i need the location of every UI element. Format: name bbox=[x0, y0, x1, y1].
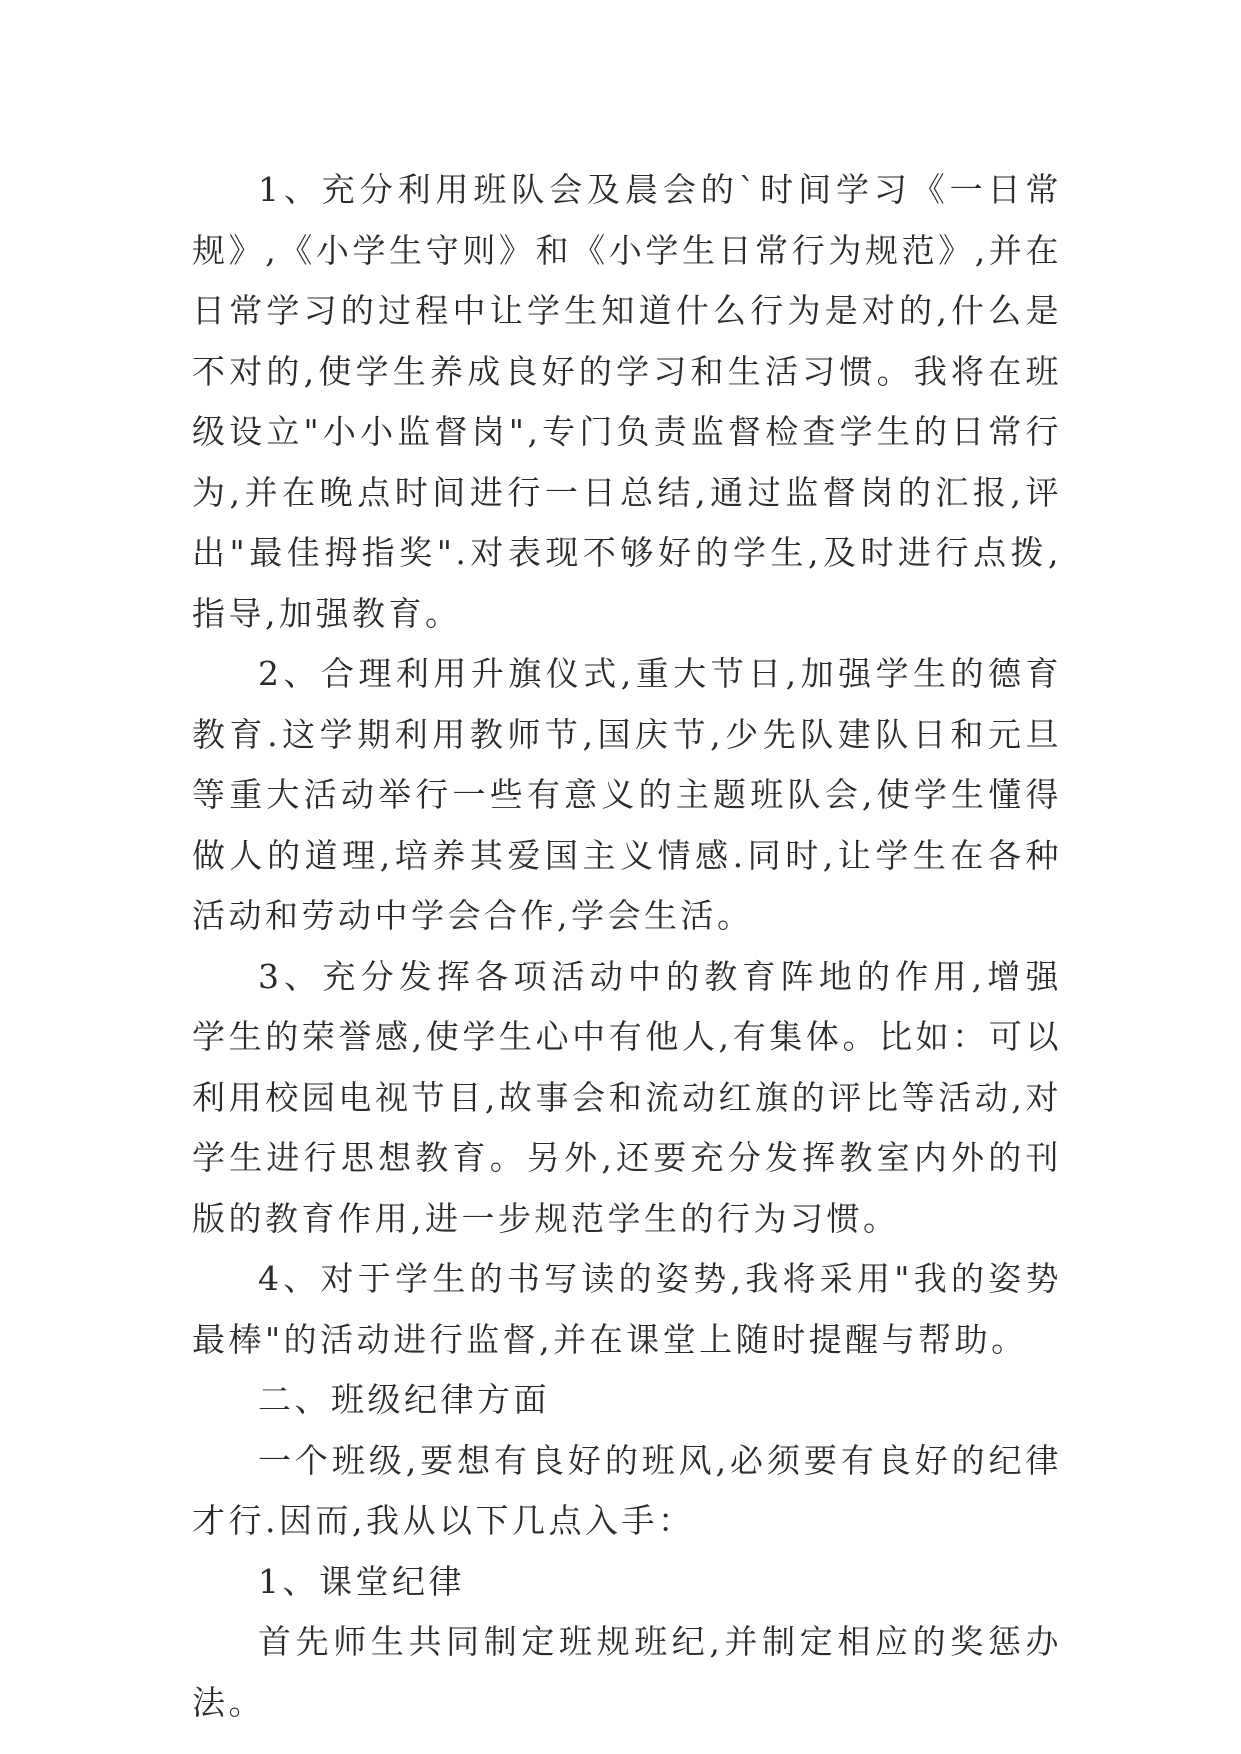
paragraph-routine-learning: 1、充分利用班队会及晨会的`时间学习《一日常规》,《小学生守则》和《小学生日常行为规范》,并在日常学习的过程中让学生知道什么行为是对的,什么是不对的,使学生养成良好的学习和生活习惯。我将在班级设立"小小监督岗",专门负责监督检查学生的日常行为,并在晚点时间进行一日总结,通过监督岗的汇报,评出"最佳拇指奖".对表现不够好的学生,及时进行点拨,指导,加强教育。 bbox=[192, 170, 1062, 633]
paragraph-discipline-intro: 一个班级,要想有良好的班风,必须要有良好的纪律才行.因而,我从以下几点入手： bbox=[192, 1440, 1062, 1540]
subheading-classroom-discipline: 1、课堂纪律 bbox=[258, 1561, 465, 1601]
section-heading-discipline: 二、班级纪律方面 bbox=[258, 1380, 550, 1419]
paragraph-class-rules: 首先师生共同制定班规班纪,并制定相应的奖惩办法。 bbox=[192, 1622, 1062, 1722]
paragraph-posture: 4、对于学生的书写读的姿势,我将采用"我的姿势最棒"的活动进行监督,并在课堂上随时提醒与帮助。 bbox=[192, 1259, 1062, 1359]
paragraph-moral-education: 2、合理利用升旗仪式,重大节日,加强学生的德育教育.这学期利用教师节,国庆节,少先队建队日和元旦等重大活动举行一些有意义的主题班队会,使学生懂得做人的道理,培养其爱国主义情感.同时,让学生在各种活动和劳动中学会合作,学会生活。 bbox=[192, 654, 1062, 935]
paragraph-activities: 3、充分发挥各项活动中的教育阵地的作用,增强学生的荣誉感,使学生心中有他人,有集体。比如：可以利用校园电视节目,故事会和流动红旗的评比等活动,对学生进行思想教育。另外,还要充分发挥教室内外的刊版的教育作用,进一步规范学生的行为习惯。 bbox=[192, 956, 1062, 1238]
document-body bbox=[192, 160, 1062, 1733]
